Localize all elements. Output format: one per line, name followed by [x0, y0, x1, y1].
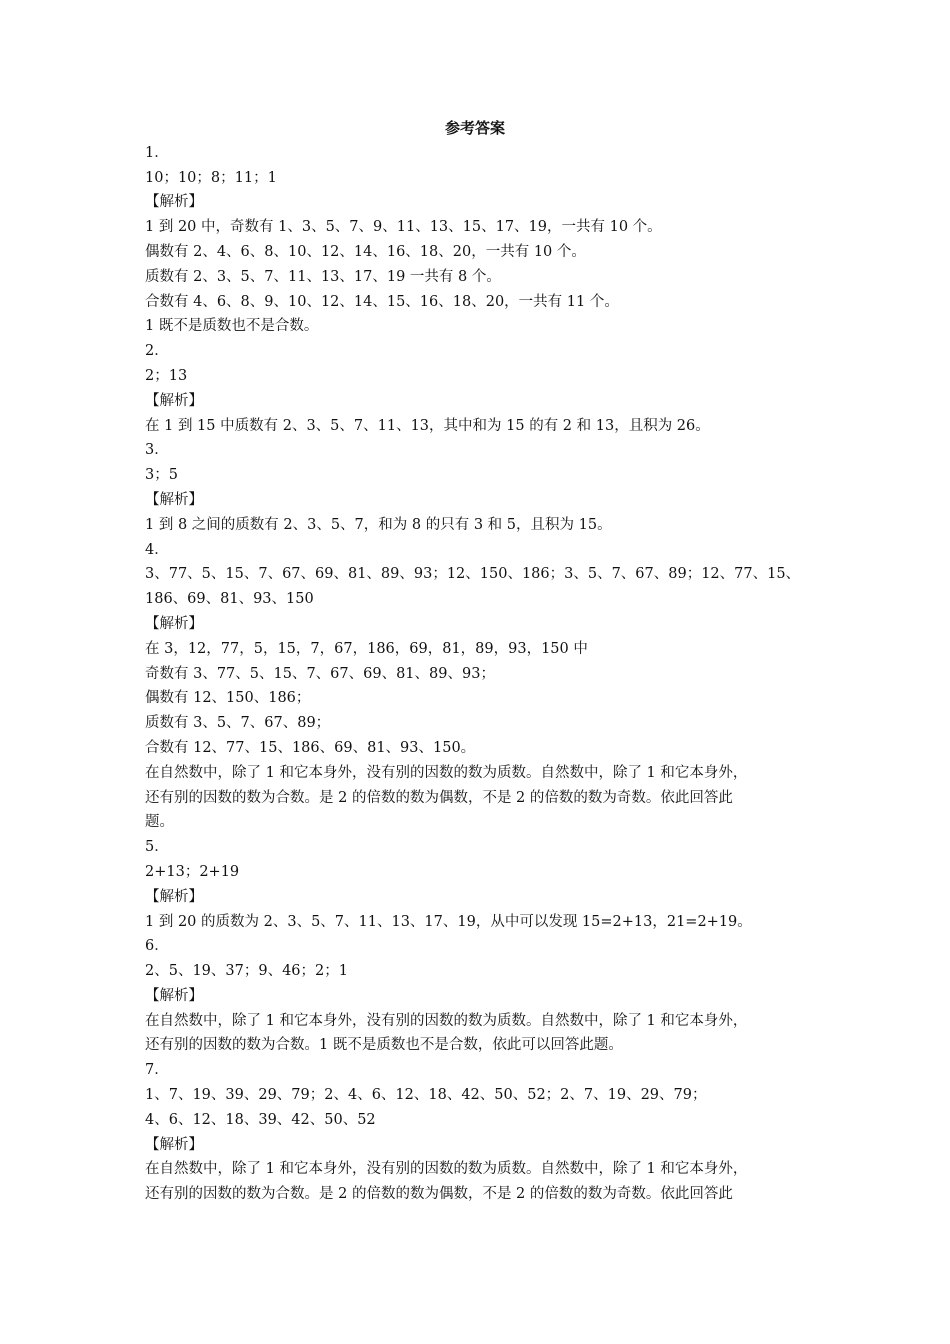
- text-line: 3．: [145, 442, 169, 459]
- text-line: 1．: [145, 144, 169, 161]
- text-line: 【解析】: [145, 194, 203, 211]
- text-line: 3、77、5、15、7、67、69、81、89、93；12、150、186；3、5、7、67、89；12、77、15、: [145, 566, 801, 583]
- text-line: 【解析】: [145, 615, 203, 632]
- text-line: 合数有 12、77、15、186、69、81、93、150。: [145, 739, 476, 756]
- text-line: 题。: [145, 814, 174, 831]
- text-line: 6．: [145, 938, 169, 955]
- text-line: 1 到 20 的质数为 2、3、5、7、11、13、17、19，从中可以发现 15=2+13，21=2+19。: [145, 913, 752, 930]
- text-line: 在自然数中，除了 1 和它本身外，没有别的因数的数为质数。自然数中，除了 1 和它本身外，: [145, 1161, 748, 1178]
- answer-document: [145, 116, 825, 1207]
- text-line: 10；10；8；11；1: [145, 169, 277, 186]
- text-line: 2；13: [145, 367, 188, 384]
- text-line: 2、5、19、37；9、46；2；1: [145, 963, 348, 980]
- text-line: 质数有 2、3、5、7、11、13、17、19 一共有 8 个。: [145, 268, 501, 285]
- text-line: 3；5: [145, 467, 178, 484]
- page-title: 参考答案: [444, 119, 505, 137]
- answer-body: [145, 141, 825, 1207]
- text-line: 在 3，12，77，5，15，7，67，186，69，81，89，93，150 中: [145, 640, 588, 657]
- text-line: 4、6、12、18、39、42、50、52: [145, 1111, 376, 1128]
- text-line: 2．: [145, 343, 169, 360]
- text-line: 奇数有 3、77、5、15、7、67、69、81、89、93；: [145, 665, 495, 682]
- text-line: 还有别的因数的数为合数。是 2 的倍数的数为偶数，不是 2 的倍数的数为奇数。依此回答此: [145, 789, 733, 806]
- text-line: 【解析】: [145, 888, 203, 905]
- text-line: 【解析】: [145, 987, 203, 1004]
- text-line: 偶数有 2、4、6、8、10、12、14、16、18、20，一共有 10 个。: [145, 243, 586, 260]
- text-line: 还有别的因数的数为合数。是 2 的倍数的数为偶数，不是 2 的倍数的数为奇数。依此回答此: [145, 1186, 733, 1203]
- text-line: 1 到 20 中，奇数有 1、3、5、7、9、11、13、15、17、19，一共有 10 个。: [145, 219, 662, 236]
- text-line: 【解析】: [145, 1136, 203, 1153]
- text-line: 在 1 到 15 中质数有 2、3、5、7、11、13，其中和为 15 的有 2 和 13，且积为 26。: [145, 417, 710, 434]
- text-line: 合数有 4、6、8、9、10、12、14、15、16、18、20，一共有 11 个。: [145, 293, 619, 310]
- text-line: 1 既不是质数也不是合数。: [145, 318, 319, 335]
- text-line: 186、69、81、93、150: [145, 591, 314, 608]
- text-line: 【解析】: [145, 491, 203, 508]
- text-line: 2+13；2+19: [145, 863, 240, 880]
- text-line: 在自然数中，除了 1 和它本身外，没有别的因数的数为质数。自然数中，除了 1 和它本身外，: [145, 764, 748, 781]
- text-line: 4．: [145, 541, 169, 558]
- text-line: 在自然数中，除了 1 和它本身外，没有别的因数的数为质数。自然数中，除了 1 和它本身外，: [145, 1012, 748, 1029]
- text-line: 还有别的因数的数为合数。1 既不是质数也不是合数，依此可以回答此题。: [145, 1037, 623, 1054]
- text-line: 7．: [145, 1062, 169, 1079]
- text-line: 质数有 3、5、7、67、89；: [145, 715, 331, 732]
- text-line: 5．: [145, 839, 169, 856]
- text-line: 偶数有 12、150、186；: [145, 690, 311, 707]
- text-line: 1、7、19、39、29、79；2、4、6、12、18、42、50、52；2、7、19、29、79；: [145, 1087, 707, 1104]
- text-line: 1 到 8 之间的质数有 2、3、5、7，和为 8 的只有 3 和 5，且积为 15。: [145, 516, 612, 533]
- text-line: 【解析】: [145, 392, 203, 409]
